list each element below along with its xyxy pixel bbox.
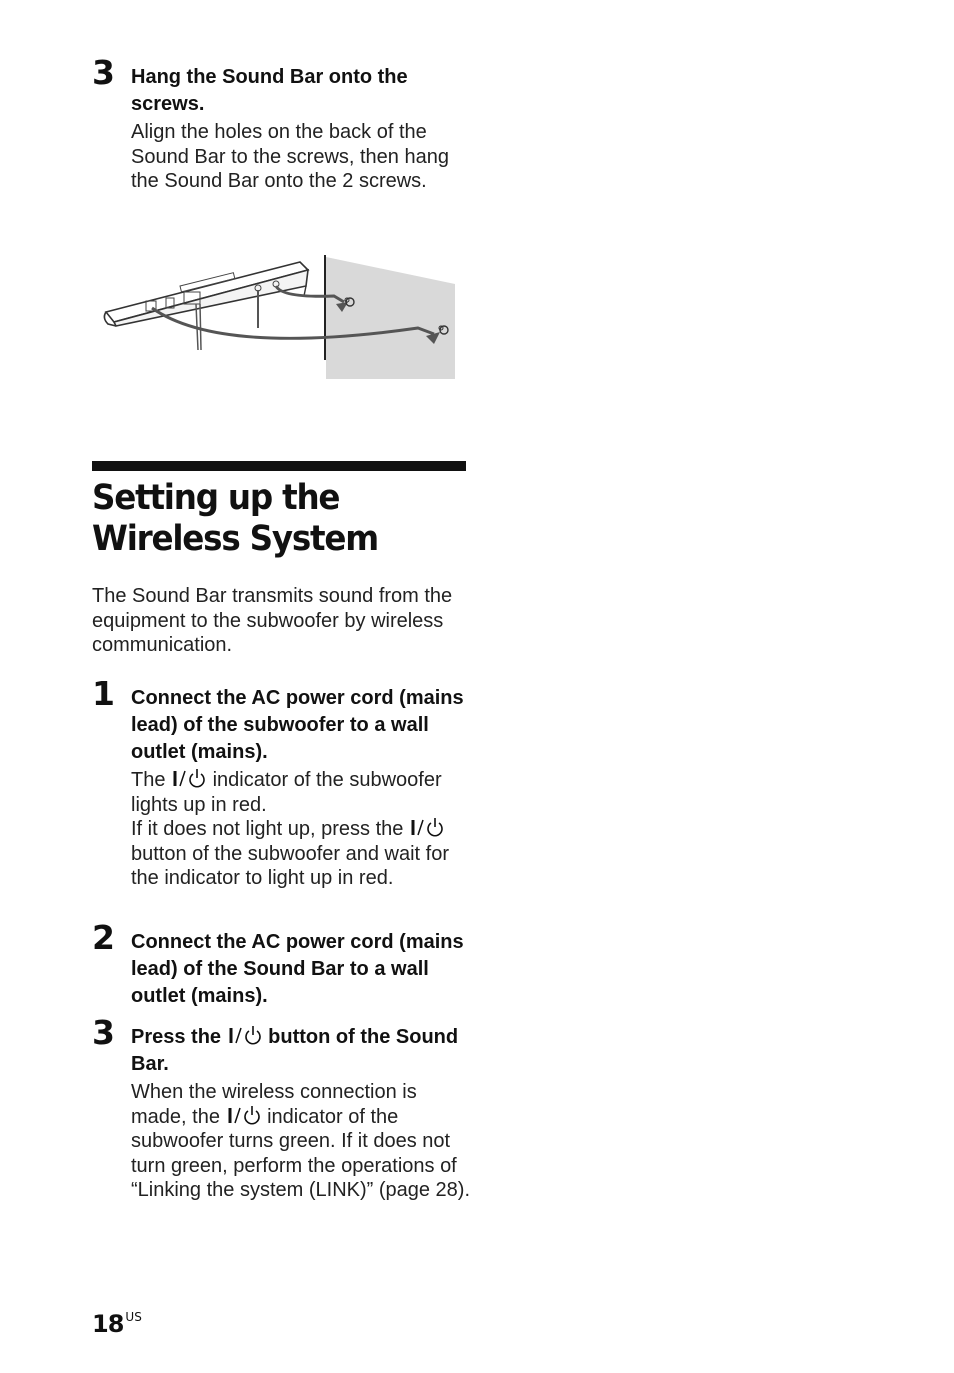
- section-rule: [92, 461, 466, 471]
- step-number: 2: [92, 918, 115, 957]
- step-number: 3: [92, 1013, 115, 1052]
- step-title-text: button of the Sound Bar.: [131, 1026, 459, 1075]
- step-title-text: Press the: [131, 1026, 227, 1048]
- page-number-value: 18: [92, 1310, 124, 1338]
- step-text: If it does not light up, press the: [131, 818, 409, 840]
- power-icon: [410, 817, 444, 837]
- step-title: [131, 1024, 472, 1078]
- soundbar-wall-mount-illustration: [100, 252, 458, 382]
- step-body: [131, 1080, 472, 1203]
- step-title: Connect the AC power cord (mains lead) of the subwoofer to a wall outlet (mains).: [131, 687, 464, 763]
- step-number: 3: [92, 53, 115, 92]
- power-icon: [227, 1105, 261, 1125]
- step-text: indicator of the subwoofer lights up in red.: [131, 769, 442, 816]
- step-text: When the wireless connection is made, the: [131, 1081, 417, 1128]
- step-text: The: [131, 769, 172, 791]
- section-intro: The Sound Bar transmits sound from the equipment to the subwoofer by wireless communication.: [92, 585, 453, 656]
- step-connect-soundbar: [92, 918, 472, 1010]
- step-title: Hang the Sound Bar onto the screws.: [131, 66, 408, 115]
- step-body: [131, 768, 472, 891]
- step-body: Align the holes on the back of the Sound Bar to the screws, then hang the Sound Bar onto the 2 screws.: [131, 121, 449, 192]
- page-region: US: [125, 1310, 142, 1324]
- step-connect-subwoofer: [92, 674, 472, 891]
- power-icon: [172, 768, 206, 788]
- step-text: button of the subwoofer and wait for the indicator to light up in red.: [131, 842, 449, 889]
- step-title: Connect the AC power cord (mains lead) of the Sound Bar to a wall outlet (mains).: [131, 931, 464, 1007]
- step-press-power: [92, 1013, 472, 1203]
- section-title: Setting up the Wireless System: [92, 478, 378, 559]
- step-text: indicator of the subwoofer turns green. If it does not turn green, perform the operations of “Linking the system (LINK)” (page 28).: [131, 1105, 471, 1201]
- step-hang-soundbar: [92, 53, 472, 194]
- power-icon: [228, 1025, 262, 1045]
- page-number: [92, 1310, 142, 1338]
- step-number: 1: [92, 674, 115, 713]
